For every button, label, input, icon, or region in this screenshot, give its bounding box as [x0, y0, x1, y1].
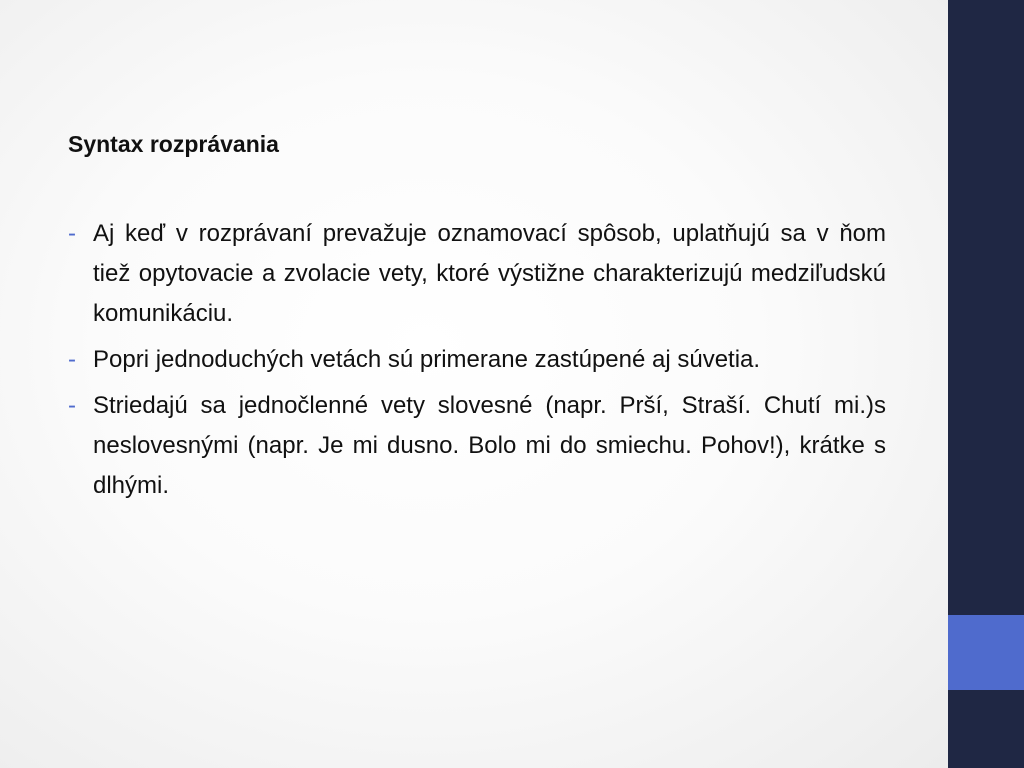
bullet-item: [68, 386, 886, 506]
sidebar-accent-block: [948, 615, 1024, 690]
bullet-dash: -: [68, 220, 76, 247]
slide-heading: Syntax rozprávania: [68, 131, 279, 157]
bullet-item: [68, 214, 886, 334]
bullet-dash: -: [68, 392, 76, 419]
bullet-item: [68, 340, 886, 380]
bullet-text: Striedajú sa jednočlenné vety slovesné (napr. Prší, Straší. Chutí mi.)s neslovesnými (napr. Je mi dusno. Bolo mi do smiechu. Pohov!), krátke s dlhými.: [93, 392, 886, 499]
slide-content: [68, 126, 886, 512]
bullet-list: [68, 214, 886, 506]
bullet-text: Aj keď v rozprávaní prevažuje oznamovací spôsob, uplatňujú sa v ňom tiež opytovacie a zvolacie vety, ktoré výstižne charakterizujú medziľudskú komunikáciu.: [93, 220, 886, 327]
bullet-text: Popri jednoduchých vetách sú primerane zastúpené aj súvetia.: [93, 346, 761, 373]
bullet-dash: -: [68, 346, 76, 373]
